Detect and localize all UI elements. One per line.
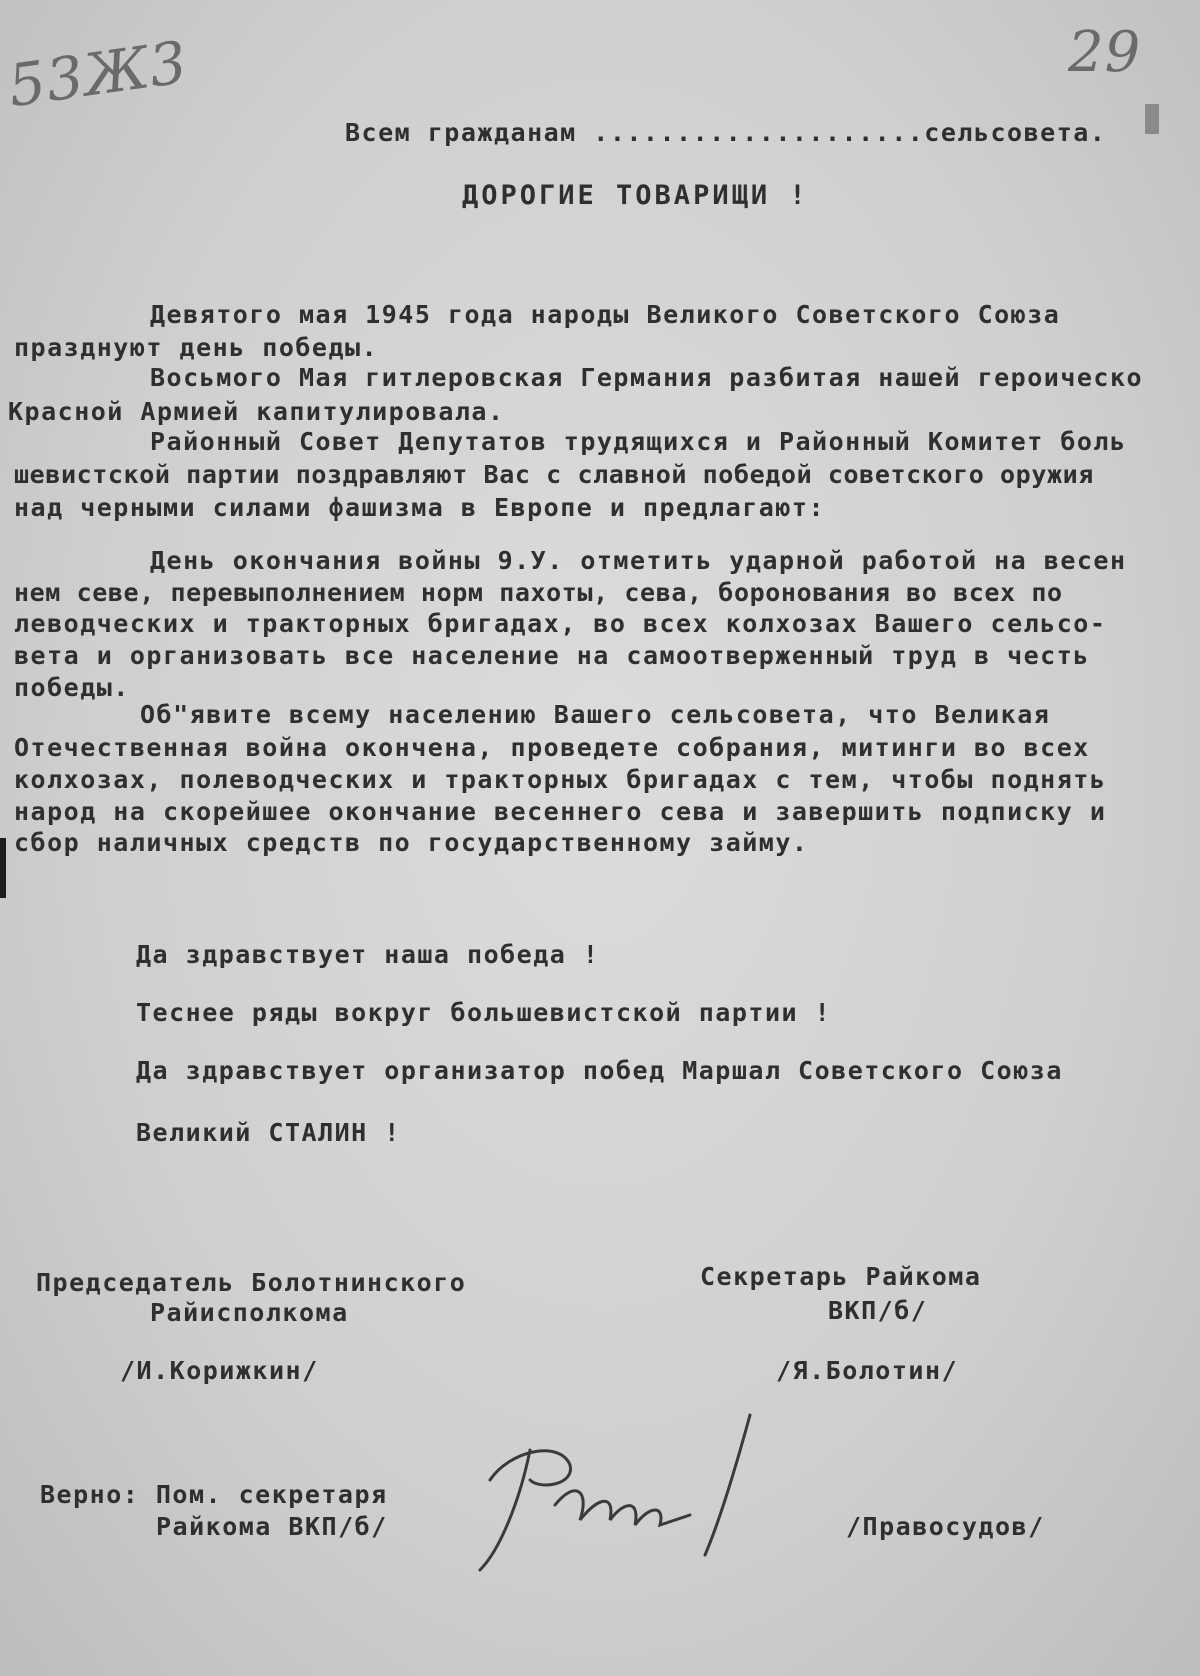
slogan: Теснее ряды вокруг большевистской партии ! [136, 998, 832, 1027]
body-line: Отечественная война окончена, проведете собрания, митинги во всех [14, 733, 1090, 762]
body-line: Девятого мая 1945 года народы Великого Советского Союза [150, 300, 1061, 329]
address-line: Всем гражданам ....................сельсовета. [345, 118, 1107, 147]
body-line: празднуют день победы. [14, 333, 379, 362]
corner-mark [1145, 104, 1159, 134]
signatory-title-right: Секретарь Райкома [700, 1262, 982, 1291]
body-line: сбор наличных средств по государственному займу. [14, 828, 809, 857]
signatory-title-left: Председатель Болотнинского [36, 1268, 467, 1297]
signatory-name-left: /И.Корижкин/ [120, 1356, 319, 1385]
certification-line: Райкома ВКП/б/ [156, 1512, 388, 1541]
certification-name: /Правосудов/ [846, 1512, 1045, 1541]
binding-mark [0, 838, 6, 898]
archive-mark: 53Ж3 [4, 27, 192, 121]
slogan: Великий СТАЛИН ! [136, 1118, 401, 1147]
body-line: вета и организовать все население на самоотверженный труд в честь [14, 641, 1090, 670]
signatory-title-right: ВКП/б/ [828, 1296, 928, 1325]
body-line: колхозах, полеводческих и тракторных бригадах с тем, чтобы поднять [14, 765, 1107, 794]
body-line: народ на скорейшее окончание весеннего сева и завершить подписку и [14, 797, 1107, 826]
body-line: День окончания войны 9.У. отметить ударной работой на весен [150, 546, 1127, 575]
signatory-name-right: /Я.Болотин/ [776, 1356, 959, 1385]
body-line: победы. [14, 673, 130, 702]
handwritten-signature [450, 1410, 780, 1610]
body-line: Красной Армией капитулировала. [8, 397, 505, 426]
body-line: Об"явите всему населению Вашего сельсовета, что Великая [140, 700, 1051, 729]
certification-line: Верно: Пом. секретаря [40, 1480, 388, 1509]
body-line: нем севе, перевыполнением норм пахоты, сева, боронования во всех по [14, 578, 1063, 607]
body-line: над черными силами фашизма в Европе и предлагают: [14, 493, 826, 522]
body-line: Восьмого Мая гитлеровская Германия разбитая нашей героическо [150, 363, 1144, 392]
body-line: шевистской партии поздравляют Вас с славной победой советского оружия [14, 460, 1094, 489]
page-number: 29 [1068, 20, 1142, 85]
slogan: Да здравствует наша победа ! [136, 940, 600, 969]
slogan: Да здравствует организатор побед Маршал Советского Союза [136, 1056, 1063, 1085]
signatory-title-left: Райисполкома [150, 1298, 349, 1327]
body-line: Районный Совет Депутатов трудящихся и Районный Комитет боль [150, 427, 1127, 456]
body-line: леводческих и тракторных бригадах, во всех колхозах Вашего сельсо- [14, 609, 1107, 638]
salutation: ДОРОГИЕ ТОВАРИЩИ ! [462, 180, 809, 211]
